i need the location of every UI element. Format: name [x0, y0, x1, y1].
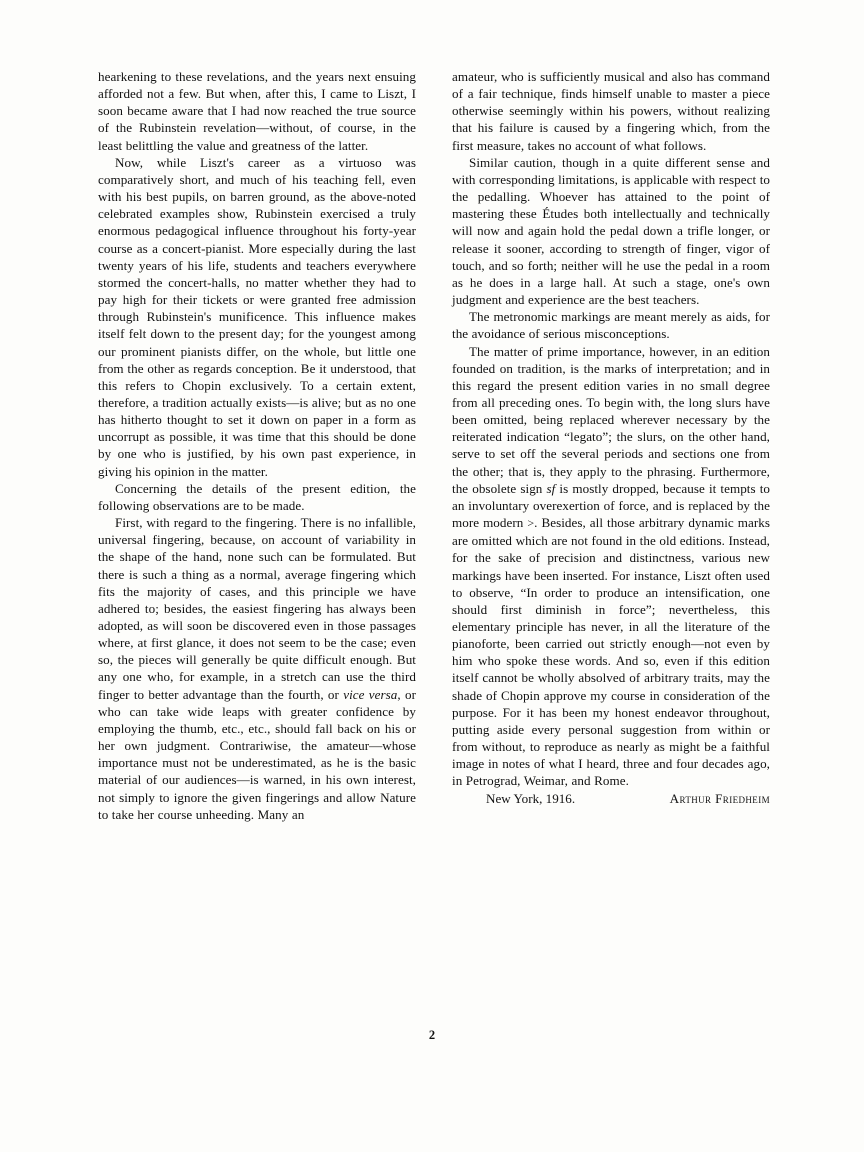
right-column [452, 68, 770, 823]
left-column [98, 68, 416, 823]
text-run-italic: vice versa [343, 686, 398, 702]
text-run: The matter of prime importance, however, in an edition founded on tradition, is the marks of interpretation; and in this regard the present edition varies in no small degree from all preceding ones. To begin with, the long slurs have been omitted, being replaced wherever necessary by the reiterated indication “legato”; the slurs, on the other hand, serve to set off the several periods and sections one from the other; that is, they apply to the phrasing. Furthermore, the obsolete sign [452, 343, 770, 496]
two-column-text-block [98, 68, 770, 823]
closing-line [452, 790, 770, 807]
text-run-accent-sign: > [527, 516, 535, 531]
text-run: is mostly dropped, because it tempts to an involuntary overexertion of force, and is replaced by the more modern [452, 480, 771, 531]
paragraph-interpretation [452, 343, 770, 790]
paragraph-fingering [98, 514, 416, 823]
closing-place-date: New York, 1916. [486, 790, 576, 806]
text-run: First, with regard to the fingering. There is no infallible, universal fingering, because, on account of variability in the shape of the hand, none such can be formulated. But there is such a thing as a normal, average fingering which fits the majority of cases, and this principle we have adhered to; besides, the easiest fingering has always been adopted, as will soon be discovered even in those passages where, at first glance, it does not seem to be the case; even so, the pieces will generally be quite difficult enough. But any one who, for example, in a stretch can use the third finger to better advantage than the fourth, or [98, 515, 416, 702]
paragraph: The metronomic markings are meant merely as aids, for the avoidance of serious misconceptions. [452, 309, 770, 342]
author-signature: Arthur Friedheim [669, 790, 770, 806]
text-run-sf-sign: sf [546, 480, 556, 496]
page-number: 2 [428, 1028, 436, 1042]
paragraph: Similar caution, though in a quite different sense and with corresponding limitations, is applicable with respect to the pedalling. Whoever has attained to the point of mastering these Études both intellectually and technically will now and again hold the pedal down a trifle longer, or release it sooner, according to strength of finger, vigor of touch, and so forth; neither will he use the pedal in a room as he does in a large hall. At such a stage, one's own judgment and experience are the best teachers. [452, 154, 770, 308]
paragraph: amateur, who is sufficiently musical and also has command of a fair technique, finds himself unable to master a piece otherwise seemingly within his powers, without realizing that his failure is caused by a fingering which, from the first measure, takes no account of what follows. [452, 69, 770, 153]
paragraph: Concerning the details of the present edition, the following observations are to be made. [98, 480, 416, 513]
paragraph: hearkening to these revelations, and the years next ensuing afforded not a few. But when, after this, I came to Liszt, I soon became aware that I had now reached the true source of the Rubinstein revelation—without, of course, in the least belittling the value and greatness of the latter. [98, 69, 416, 153]
paragraph: Now, while Liszt's career as a virtuoso was comparatively short, and much of his teaching fell, even with his best pupils, on barren ground, as the above-noted celebrated examples show, Rubinstein exercised a truly enormous pedagogical influence throughout his forty-year course as a concert-pianist. More especially during the last twenty years of his life, students and teachers everywhere stormed the concert-halls, no matter whether they had to pay high for their tickets or were granted free admission through Rubinstein's munificence. This influence makes itself felt down to the present day; for the youngest among our prominent pianists differ, on the whole, but little one from the other as regards conception. Be it understood, that this refers to Chopin exclusively. To a certain extent, therefore, a tradition actually exists—is alive; but as no one has hitherto thought to set it down on paper in a form as uncorrupt as possible, it was time that this should be done by one who is justified, by his own past experience, in giving his opinion in the matter. [98, 154, 416, 479]
text-run: , or who can take wide leaps with greater confidence by employing the thumb, etc., etc., should fall back on his or her own judgment. Contrariwise, the amateur—whose importance must not be underestimated, as he is the basic material of our audiences—is warned, in his own interest, not simply to ignore the given fingerings and allow Nature to take her course unheeding. Many an [98, 686, 416, 822]
text-run: . Besides, all those arbitrary dynamic marks are omitted which are not found in the old editions. Instead, for the sake of precision and distinctness, various new markings have been inserted. For instance, Liszt often used to observe, “In order to produce an intensification, one should first diminish in force”; nevertheless, this elementary principle has never, in all the literature of the pianoforte, been carried out strictly enough—not even by him who spoke these words. And so, even if this edition itself cannot be wholly absolved of arbitrary traits, may the shade of Chopin approve my course in consideration of the purpose. For it has been my honest endeavor throughout, putting aside every personal suggestion from within or from without, to reproduce as nearly as might be a faithful image in notes of what I heard, three and four decades ago, in Petrograd, Weimar, and Rome. [452, 515, 770, 789]
